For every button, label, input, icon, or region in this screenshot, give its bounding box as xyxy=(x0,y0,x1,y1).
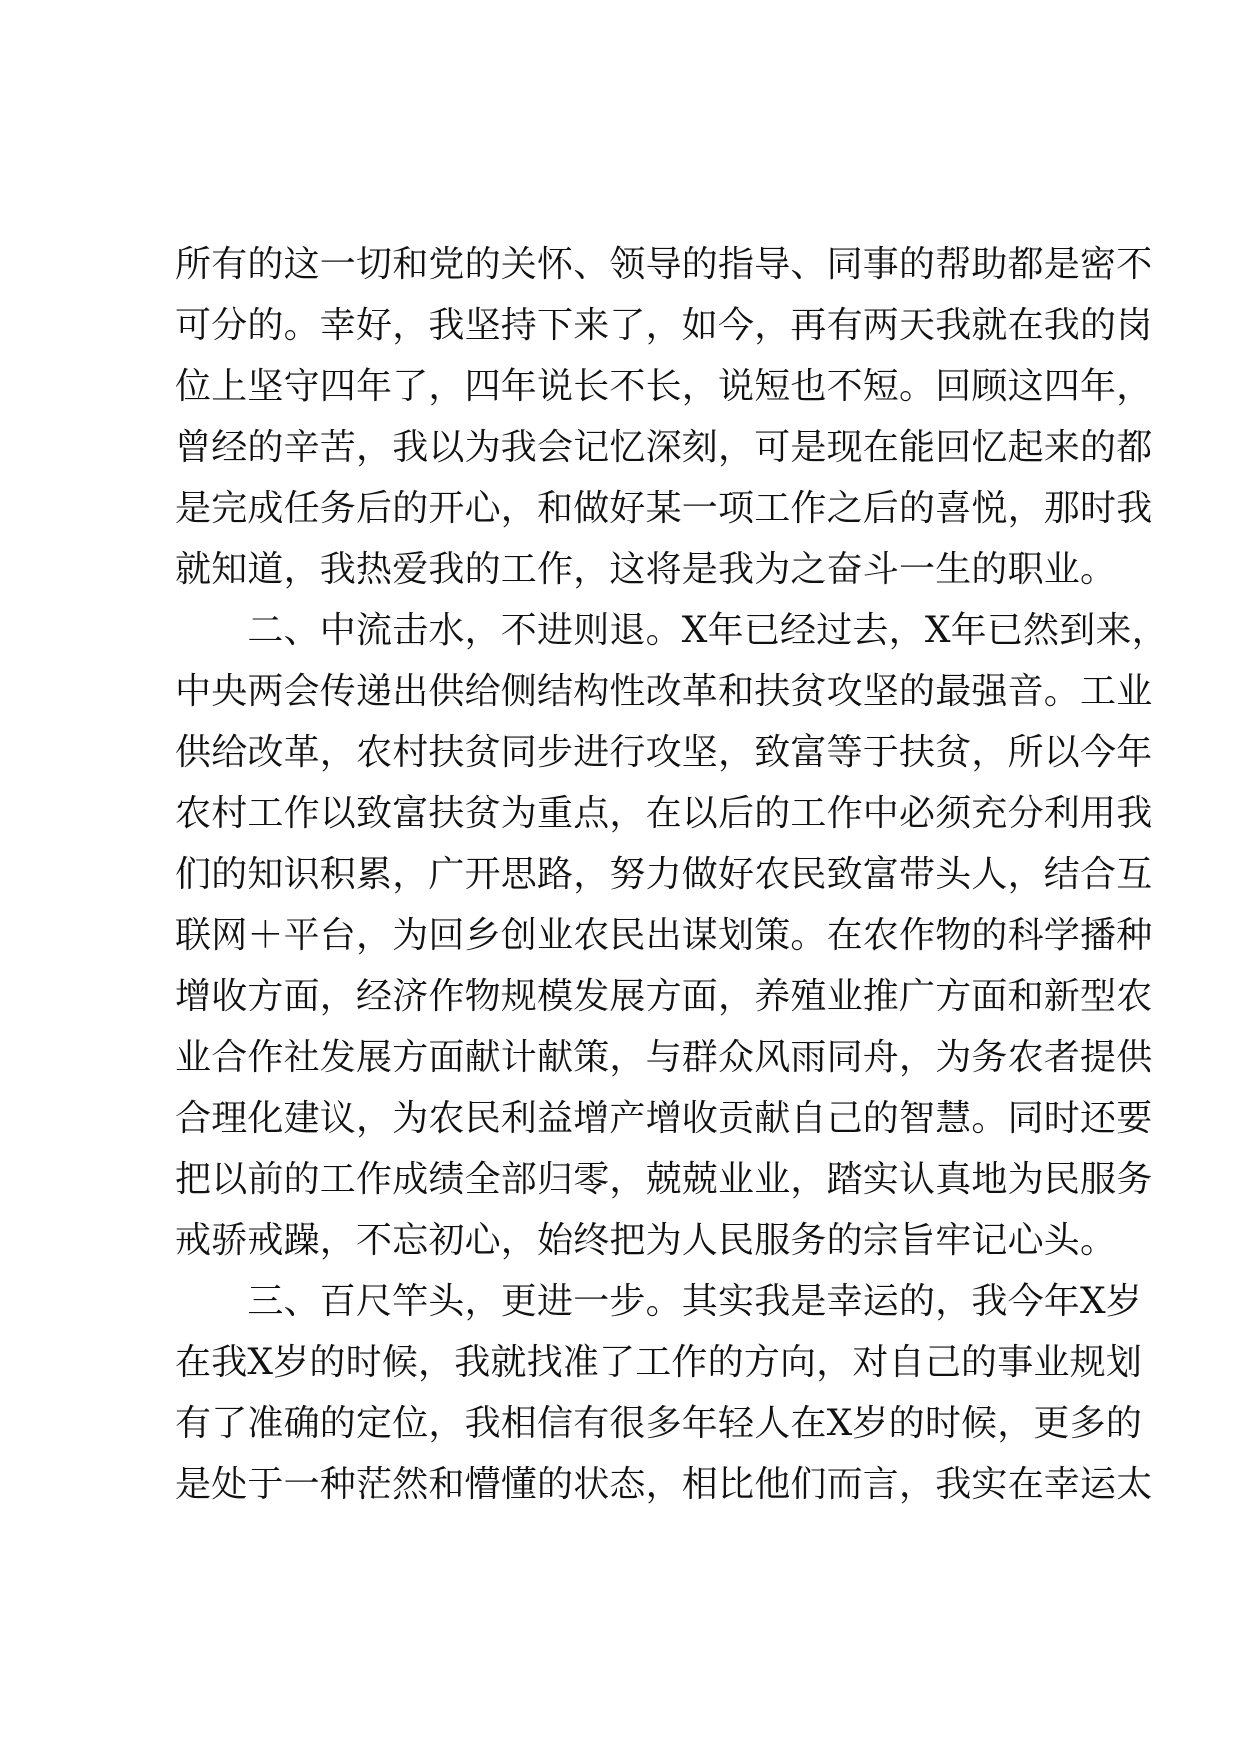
text-line: 业合作社发展方面献计献策，与群众风雨同舟，为务农者提供 xyxy=(175,1037,1153,1078)
text-line: 增收方面，经济作物规模发展方面，养殖业推广方面和新型农 xyxy=(175,976,1153,1017)
text-line: 把以前的工作成绩全部归零，兢兢业业，踏实认真地为民服务 xyxy=(175,1159,1153,1200)
text-line: 供给改革，农村扶贫同步进行攻坚，致富等于扶贫，所以今年 xyxy=(175,732,1153,773)
text-line: 中央两会传递出供给侧结构性改革和扶贫攻坚的最强音。工业 xyxy=(175,671,1153,712)
text-line: 农村工作以致富扶贫为重点，在以后的工作中必须充分利用我 xyxy=(175,793,1153,834)
text-line: 曾经的辛苦，我以为我会记忆深刻，可是现在能回忆起来的都 xyxy=(175,427,1153,468)
text-line: 可分的。幸好，我坚持下来了，如今，再有两天我就在我的岗 xyxy=(175,305,1153,346)
text-line: 是完成任务后的开心，和做好某一项工作之后的喜悦，那时我 xyxy=(175,488,1153,529)
text-line: 所有的这一切和党的关怀、领导的指导、同事的帮助都是密不 xyxy=(175,244,1153,285)
paragraph-2-first-line: 二、中流击水，不进则退。X年已经过去，X年已然到来， xyxy=(175,610,1168,651)
text-line: 是处于一种茫然和懵懂的状态，相比他们而言，我实在幸运太 xyxy=(175,1464,1153,1505)
text-line: 在我X岁的时候，我就找准了工作的方向，对自己的事业规划 xyxy=(175,1342,1143,1383)
text-line: 就知道，我热爱我的工作，这将是我为之奋斗一生的职业。 xyxy=(175,549,1117,590)
text-line: 有了准确的定位，我相信有很多年轻人在X岁的时候，更多的 xyxy=(175,1403,1143,1444)
text-line: 戒骄戒躁，不忘初心，始终把为人民服务的宗旨牢记心头。 xyxy=(175,1220,1117,1261)
paragraph-3-first-line: 三、百尺竿头，更进一步。其实我是幸运的，我今年X岁 xyxy=(175,1281,1143,1322)
body-text xyxy=(175,234,1168,1515)
text-line: 位上坚守四年了，四年说长不长，说短也不短。回顾这四年， xyxy=(175,366,1153,407)
text-line: 合理化建议，为农民利益增产增收贡献自己的智慧。同时还要 xyxy=(175,1098,1153,1139)
text-line: 联网＋平台，为回乡创业农民出谋划策。在农作物的科学播种 xyxy=(175,915,1153,956)
text-line: 们的知识积累，广开思路，努力做好农民致富带头人，结合互 xyxy=(175,854,1153,895)
